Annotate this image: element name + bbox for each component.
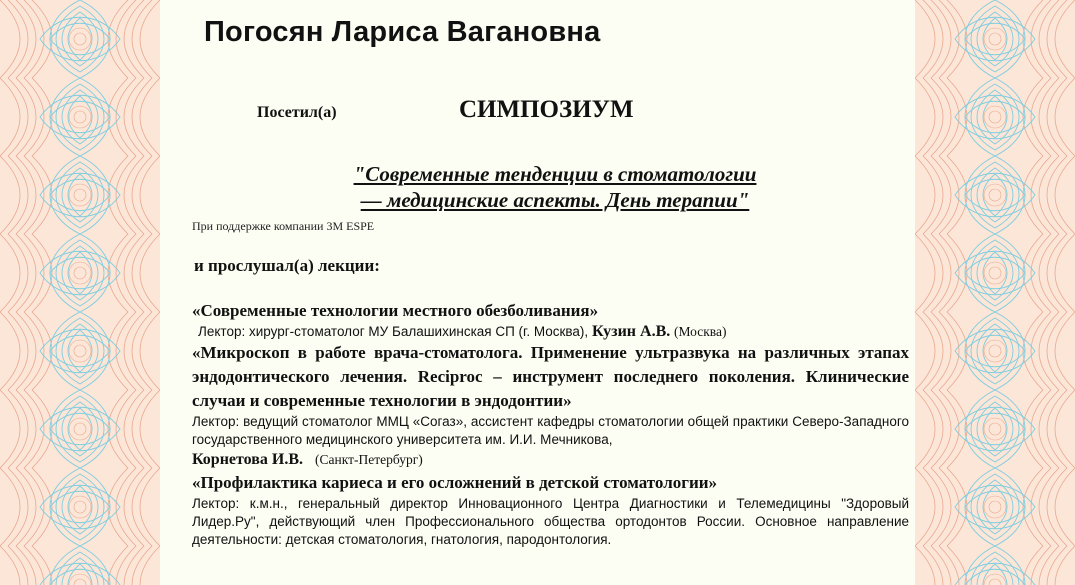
event-type: СИМПОЗИУМ [459, 96, 634, 123]
lecture-title: «Современные технологии местного обезболивания» [192, 301, 599, 320]
lecturer-specialization: Основное направление деятельности: детская стоматология, гнатология, пародонтология. [192, 514, 909, 547]
lecturer-name: Корнетова И.В. [192, 451, 304, 468]
lecture-item [192, 299, 909, 341]
event-theme-line-2: — медицинские аспекты. День терапии" [360, 188, 750, 212]
event-theme-line-1: "Современные тенденции в стоматологии [353, 162, 757, 186]
lecturer-info [192, 495, 909, 549]
participant-name: Погосян Лариса Вагановна [204, 16, 601, 48]
lecture-title: «Микроскоп в работе врача-стоматолога. Применение ультразвука на различных этапах эндодонтического лечения. Reciproc – инструмент последнего поколения. Клинические случаи и современные технологии в эндодонтии» [192, 343, 909, 410]
lecture-item [192, 341, 909, 471]
lecturer-city: (Москва) [674, 324, 727, 339]
lecturer-info [192, 323, 909, 341]
lecturer-description: Лектор: хирург-стоматолог МУ Балашихинская СП (г. Москва), [198, 324, 589, 339]
lecture-item [192, 471, 909, 549]
lecturer-description: Лектор: ведущий стоматолог ММЦ «Согаз», ассистент кафедры стоматологии общей практики Северо-Западного государственного медицинского университета им. И.И. Мечникова, [192, 414, 909, 447]
sponsor-note: При поддержке компании 3M ESPE [192, 219, 375, 233]
ornamental-border-left [0, 0, 160, 585]
ornamental-border-right [915, 0, 1075, 585]
visited-label: Посетил(а) [257, 104, 337, 121]
lecturer-name-line [192, 449, 909, 471]
lecturer-city: (Санкт-Петербург) [315, 452, 423, 467]
lecturer-info [192, 413, 909, 449]
lecturer-name: Кузин А.В. [591, 323, 671, 340]
lecture-list [192, 299, 909, 549]
lectures-heading: и прослушал(а) лекции: [194, 256, 380, 275]
certificate-body [160, 0, 915, 585]
lecture-title: «Профилактика кариеса и его осложнений в детской стоматологии» [192, 473, 718, 492]
lecturer-description: Лектор: к.м.н., генеральный директор Инновационного Центра Диагностики и Телемедицины "Здоровый Лидер.Ру", действующий член Профессионального общества ортодонтов России. [192, 496, 909, 529]
event-theme [310, 161, 800, 213]
